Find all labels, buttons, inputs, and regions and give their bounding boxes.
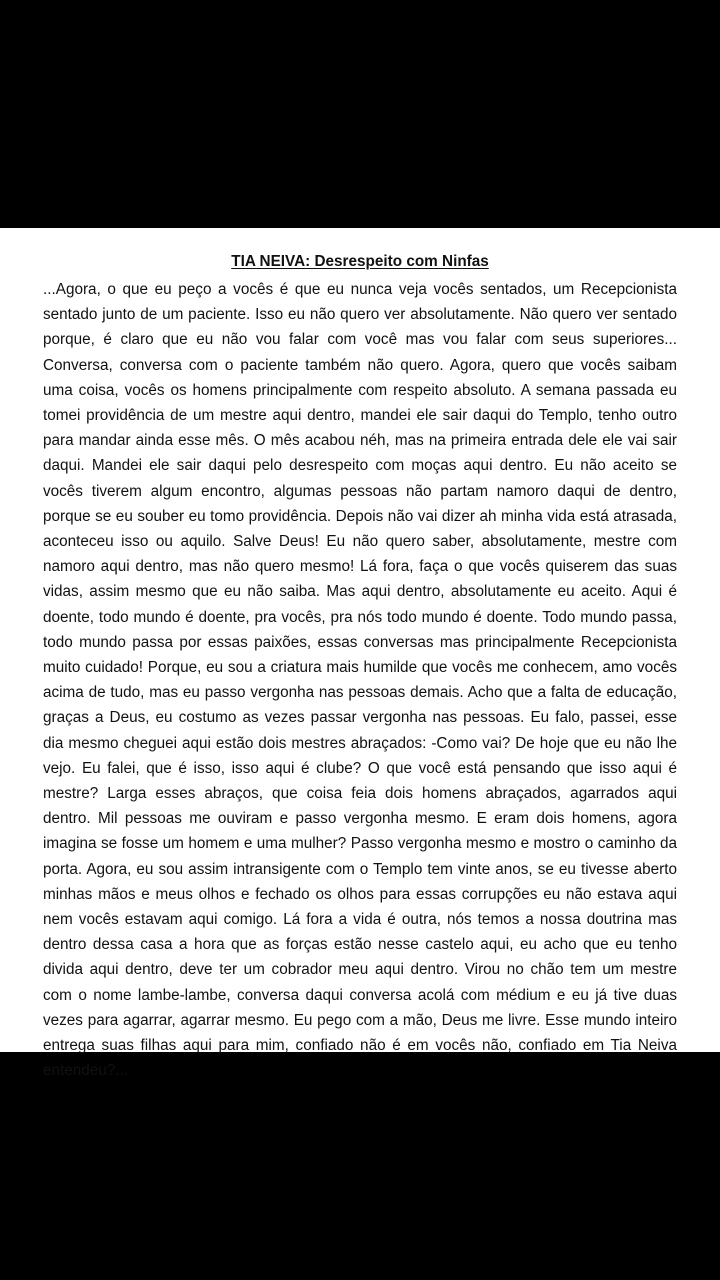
- document-image[interactable]: [0, 228, 720, 1080]
- document-title: TIA NEIVA: Desrespeito com Ninfas: [231, 253, 489, 270]
- document-body: ...Agora, o que eu peço a vocês é que eu nunca veja vocês sentados, um Recepcionista sentado junto de um paciente. Isso eu não quero ver absolutamente. Não quero ver sentado porque, é claro que eu não vou falar com você mas vou falar com seus superiores... Conversa, conversa com o paciente também não quero. Agora, quero que vocês saibam uma coisa, vocês os homens principalmente com respeito absoluto. A semana passada eu tomei providência de um mestre aqui dentro, mandei ele sair daqui do Templo, tenho outro para mandar ainda esse mês. O mês acabou néh, mas na primeira entrada dele ele vai sair daqui. Mandei ele sair daqui pelo desrespeito com moças aqui dentro. Eu não aceito se vocês tiverem algum encontro, algumas pessoas não partam namoro daqui de dentro, porque se eu souber eu tomo providência. Depois não vai dizer ah minha vida está atrasada, aconteceu isso ou aquilo. Salve Deus! Eu não quero saber, absolutamente, mestre com namoro aqui dentro, mas não quero mesmo! Lá fora, faça o que vocês quiserem das suas vidas, assim mesmo que eu não saiba. Mas aqui dentro, absolutamente eu aceito. Aqui é doente, todo mundo é doente, pra vocês, pra nós todo mundo é doente. Todo mundo passa, todo mundo passa por essas paixões, essas conversas mas principalmente Recepcionista muito cuidado! Porque, eu sou a criatura mais humilde que vocês me conhecem, amo vocês acima de tudo, mas eu passo vergonha nas pessoas demais. Acho que a falta de educação, graças a Deus, eu costumo as vezes passar vergonha nas pessoas. Eu falo, passei, esse dia mesmo cheguei aqui estão dois mestres abraçados: -Como vai? De hoje que eu não lhe vejo. Eu falei, que é isso, isso aqui é clube? O que você está pensando que isso aqui é mestre? Larga esses abraços, que coisa feia dois homens abraçados, agarrados aqui dentro. Mil pessoas me ouviram e passo vergonha mesmo. E eram dois homens, agora imagina se fosse um homem e uma mulher? Passo vergonha mesmo e mostro o caminho da porta. Agora, eu sou assim intransigente com o Templo tem vinte anos, se eu tivesse aberto minhas mãos e meus olhos e fechado os olhos para essas corrupções eu não estava aqui nem vocês estavam aqui comigo. Lá fora a vida é outra, nós temos a nossa doutrina mas dentro dessa casa a hora que as forças estão nesse castelo aqui, eu acho que eu tenho divida aqui dentro, deve ter um cobrador meu aqui dentro. Virou no chão tem um mestre com o nome lambe-lambe, conversa daqui conversa acolá com médium e eu já tive duas vezes para agarrar, agarrar mesmo. Eu pego com a mão, Deus me livre. Esse mundo inteiro entrega suas filhas aqui para mim, confiado não é em vocês não, confiado em Tia Neiva entendeu?...: [43, 281, 677, 1080]
